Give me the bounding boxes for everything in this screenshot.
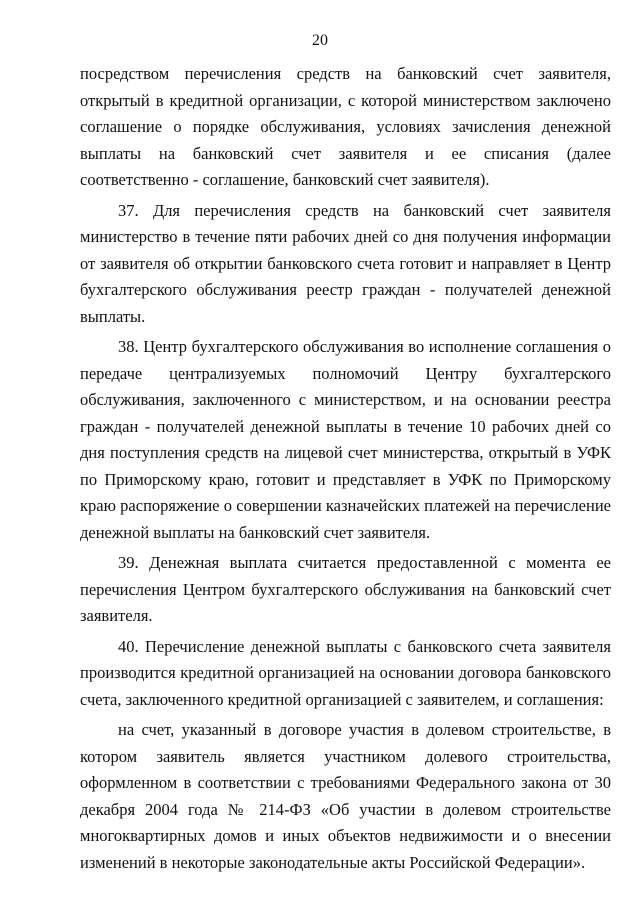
paragraph-40-item: на счет, указанный в договоре участия в долевом строительстве, в котором заявитель является участником долевого строительства, оформленном в соответствии с требованиями Федерального закона от 30 декабря 2004 года № 214-ФЗ «Об участии в долевом строительстве многоквартирных домов и иных объектов недвижимости и о внесении изменений в некоторые законодательные акты Российской Федерации». [80, 720, 611, 872]
paragraph-40: 40. Перечисление денежной выплаты с банковского счета заявителя производится кредитной организацией на основании договора банковского счета, заключенного кредитной организацией с заявителем, и соглашения: [80, 636, 611, 709]
paragraph-38: 38. Центр бухгалтерского обслуживания во исполнение соглашения о передаче централизуемых полномочий Центру бухгалтерского обслуживания, заключенного с министерством, и на основании реестра граждан - получателей денежной выплаты в течение 10 рабочих дней со дня поступления средств на лицевой счет министерства, открытый в УФК по Приморскому краю, готовит и представляет в УФК по Приморскому краю распоряжение о совершении казначейских платежей на перечисление денежной выплаты на банковский счет заявителя. [80, 337, 611, 542]
paragraph-continuation: посредством перечисления средств на банковский счет заявителя, открытый в кредитной организации, с которой министерством заключено соглашение о порядке обслуживания, условиях зачисления денежной выплаты на банковский счет заявителя и ее списания (далее соответственно - соглашение, банковский счет заявителя). [80, 64, 611, 189]
paragraph-37: 37. Для перечисления средств на банковский счет заявителя министерство в течение пяти рабочих дней со дня получения информации от заявителя об открытии банковского счета готовит и направляет в Центр бухгалтерского обслуживания реестр граждан - получателей денежной выплаты. [80, 200, 611, 326]
paragraph-39: 39. Денежная выплата считается предоставленной с момента ее перечисления Центром бухгалтерского обслуживания на банковский счет заявителя. [80, 553, 611, 625]
document-body [80, 61, 611, 876]
page-number: 20 [312, 32, 328, 49]
